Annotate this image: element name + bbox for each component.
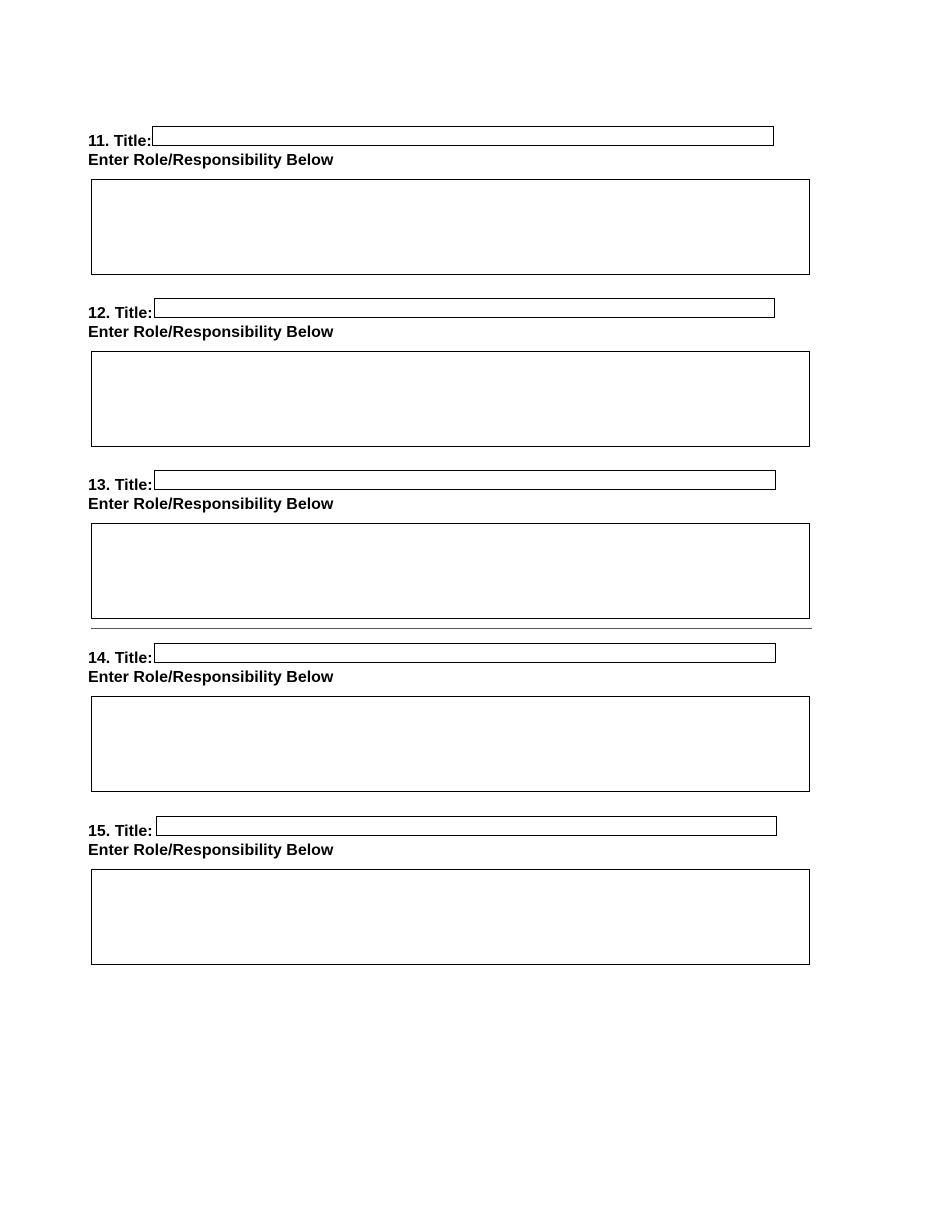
title-label-15: 15. Title:: [88, 823, 153, 840]
role-textarea-12[interactable]: [91, 351, 810, 447]
role-label-11: Enter Role/Responsibility Below: [88, 152, 334, 169]
entry-11: [0, 126, 950, 286]
role-label-15: Enter Role/Responsibility Below: [88, 842, 334, 859]
role-textarea-13[interactable]: [91, 523, 810, 619]
role-label-14: Enter Role/Responsibility Below: [88, 669, 334, 686]
title-label-13: 13. Title:: [88, 477, 153, 494]
title-label-11: 11. Title:: [88, 133, 152, 150]
title-input-12[interactable]: [154, 298, 775, 318]
entry-13: [0, 470, 950, 630]
section-divider: [91, 628, 812, 629]
entry-15: [0, 816, 950, 976]
title-input-11[interactable]: [152, 126, 774, 146]
entry-12: [0, 298, 950, 458]
title-input-14[interactable]: [154, 643, 776, 663]
role-textarea-15[interactable]: [91, 869, 810, 965]
role-label-12: Enter Role/Responsibility Below: [88, 324, 334, 341]
title-input-15[interactable]: [156, 816, 777, 836]
entry-14: [0, 643, 950, 803]
role-textarea-11[interactable]: [91, 179, 810, 275]
role-label-13: Enter Role/Responsibility Below: [88, 496, 334, 513]
title-input-13[interactable]: [154, 470, 776, 490]
role-textarea-14[interactable]: [91, 696, 810, 792]
title-label-12: 12. Title:: [88, 305, 153, 322]
title-label-14: 14. Title:: [88, 650, 153, 667]
